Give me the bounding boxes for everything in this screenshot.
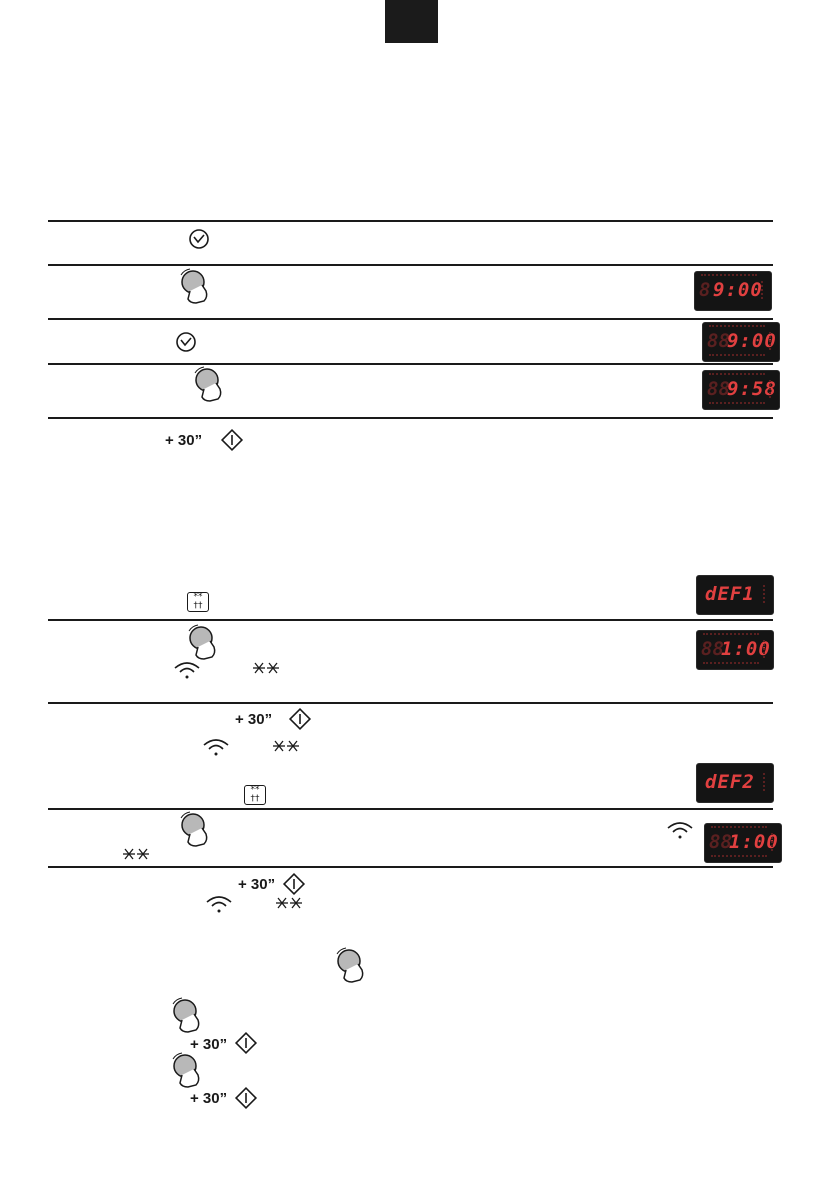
start-button-label: + 30” xyxy=(165,432,203,449)
defrost-snowflake-icon xyxy=(122,847,150,861)
rotary-dial-icon[interactable] xyxy=(186,623,220,661)
divider xyxy=(48,702,773,704)
start-button-label: + 30” xyxy=(190,1090,228,1107)
display-digits: dEF2 xyxy=(705,771,755,793)
rotary-dial-icon[interactable] xyxy=(334,946,368,984)
display-ghost-digits: 88 xyxy=(709,831,732,853)
rotary-dial-icon[interactable] xyxy=(178,810,212,848)
rotary-dial-icon[interactable] xyxy=(178,267,212,305)
rotary-dial-icon[interactable] xyxy=(170,996,204,1034)
display-panel xyxy=(704,823,782,863)
rotary-dial-icon[interactable] xyxy=(192,365,226,403)
display-panel xyxy=(702,322,780,362)
start-icon[interactable] xyxy=(234,1031,258,1055)
display-digits: 1:00 xyxy=(729,831,779,853)
divider xyxy=(48,866,773,868)
display-panel xyxy=(696,763,774,803)
display-digits: 9:00 xyxy=(713,279,763,301)
divider xyxy=(48,220,773,222)
defrost-snowflake-icon xyxy=(252,661,280,675)
defrost-snowflake-icon xyxy=(272,739,300,753)
divider xyxy=(48,363,773,365)
defrost-snowflake-icon xyxy=(275,896,303,910)
defrost-button-icon[interactable]: ** †† xyxy=(187,592,209,612)
divider xyxy=(48,318,773,320)
display-panel xyxy=(702,370,780,410)
microwave-wave-icon xyxy=(666,820,694,840)
rotary-dial-icon[interactable] xyxy=(170,1051,204,1089)
start-icon[interactable] xyxy=(282,872,306,896)
display-ghost-digits: 88 xyxy=(707,378,730,400)
display-panel xyxy=(694,271,772,311)
start-button-label: + 30” xyxy=(190,1036,228,1053)
display-digits: dEF1 xyxy=(705,583,755,605)
start-button-label: + 30” xyxy=(235,711,273,728)
divider xyxy=(48,808,773,810)
display-ghost-digits: 8 xyxy=(699,279,711,301)
start-icon[interactable] xyxy=(234,1086,258,1110)
microwave-wave-icon xyxy=(173,660,201,680)
divider xyxy=(48,417,773,419)
divider xyxy=(48,264,773,266)
start-icon[interactable] xyxy=(288,707,312,731)
start-button-label: + 30” xyxy=(238,876,276,893)
display-digits: 9:00 xyxy=(727,330,777,352)
display-panel xyxy=(696,575,774,615)
clock-icon[interactable] xyxy=(188,228,210,250)
display-ghost-digits: 88 xyxy=(701,638,724,660)
language-tab xyxy=(385,0,438,43)
display-ghost-digits: 88 xyxy=(707,330,730,352)
start-icon[interactable] xyxy=(220,428,244,452)
defrost-button-icon[interactable]: ** †† xyxy=(244,785,266,805)
display-digits: 1:00 xyxy=(721,638,771,660)
divider xyxy=(48,619,773,621)
microwave-wave-icon xyxy=(202,737,230,757)
display-digits: 9:58 xyxy=(727,378,777,400)
microwave-wave-icon xyxy=(205,894,233,914)
clock-icon[interactable] xyxy=(175,331,197,353)
display-panel xyxy=(696,630,774,670)
